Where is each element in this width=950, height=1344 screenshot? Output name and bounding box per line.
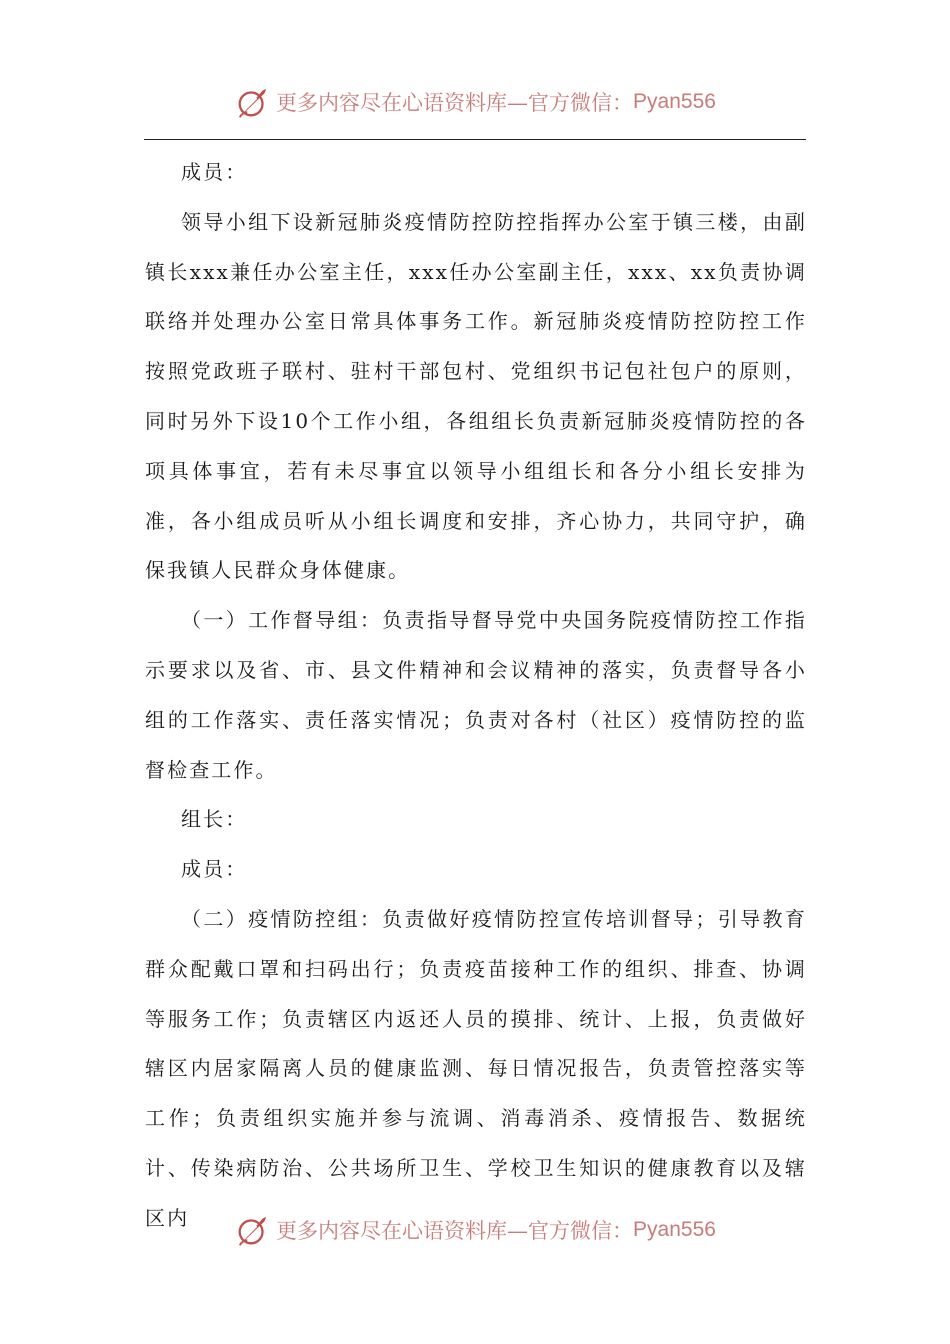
header-watermark-banner bbox=[0, 80, 950, 124]
header-banner-text: 更多内容尽在心语资料库—官方微信： bbox=[276, 91, 634, 115]
footer-banner-id: Pyan556 bbox=[633, 1218, 716, 1241]
paragraph-prevention-group: （二）疫情防控组：负责做好疫情防控宣传培训督导；引导教育群众配戴口罩和扫码出行；负责疫苗接种工作的组织、排查、协调等服务工作；负责辖区内返还人员的摸排、统计、上报，负责做好辖区内居家隔离人员的健康监测、每日情况报告，负责管控落实等工作；负责组织实施并参与流调、消毒消杀、疫情报告、数据统计、传染病防治、公共场所卫生、学校卫生知识的健康教育以及辖区内 bbox=[145, 906, 807, 1230]
paragraph-members-1: 成员： bbox=[181, 160, 248, 184]
paragraph-office-setup: 领导小组下设新冠肺炎疫情防控防控指挥办公室于镇三楼，由副镇长xxx兼任办公室主任，xxx任办公室副主任，xxx、xx负责协调联络并处理办公室日常具体事务工作。新冠肺炎疫情防控防控工作按照党政班子联村、驻村干部包村、党组织书记包社包户的原则，同时另外下设10个工作小组，各组组长负责新冠肺炎疫情防控的各项具体事宜，若有未尽事宜以领导小组组长和各分小组长安排为准，各小组成员听从小组长调度和安排，齐心协力，共同守护，确保我镇人民群众身体健康。 bbox=[145, 209, 807, 583]
paragraph-members-2: 成员： bbox=[181, 857, 248, 882]
quill-pen-logo-icon bbox=[234, 1211, 272, 1249]
document-body bbox=[145, 148, 807, 1244]
footer-banner-text: 更多内容尽在心语资料库—官方微信： bbox=[276, 1219, 634, 1243]
header-divider bbox=[144, 139, 806, 140]
paragraph-group-leader: 组长： bbox=[181, 807, 248, 832]
footer-watermark-banner bbox=[0, 1208, 950, 1252]
header-banner-id: Pyan556 bbox=[633, 90, 716, 113]
quill-pen-logo-icon bbox=[234, 83, 272, 121]
paragraph-supervision-group: （一）工作督导组：负责指导督导党中央国务院疫情防控工作指示要求以及省、市、县文件精神和会议精神的落实，负责督导各小组的工作落实、责任落实情况；负责对各村（社区）疫情防控的监督检查工作。 bbox=[145, 608, 807, 782]
